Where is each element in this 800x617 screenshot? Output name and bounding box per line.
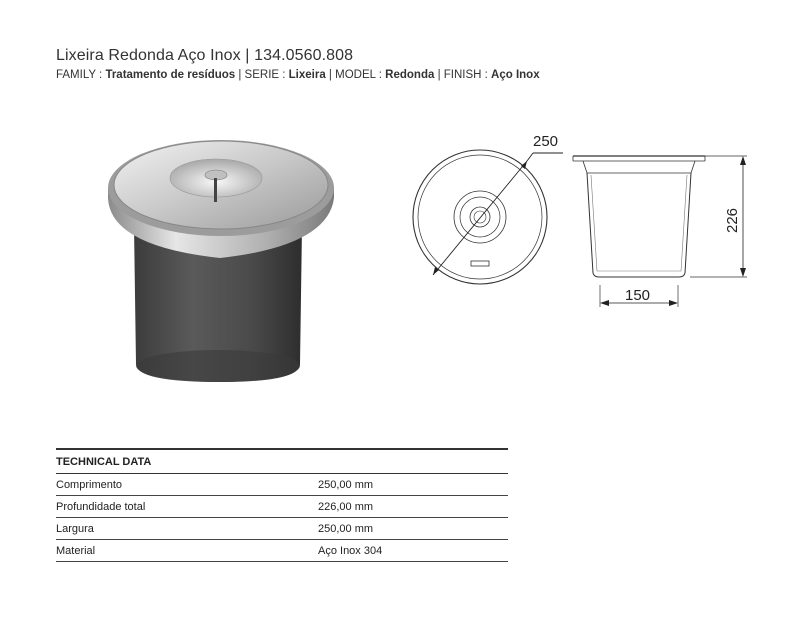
- row-value: Aço Inox 304: [318, 544, 383, 557]
- row-key: Comprimento: [56, 478, 123, 491]
- height-dimension: 226: [724, 207, 741, 233]
- side-view-drawing: [565, 145, 790, 310]
- family-value: Tratamento de resíduos: [105, 69, 236, 81]
- product-image: [100, 128, 345, 390]
- row-key: Largura: [56, 522, 94, 535]
- table-row: [56, 540, 508, 562]
- model-value: Redonda: [385, 69, 435, 81]
- logo-mark: [471, 261, 489, 266]
- table-row: [56, 496, 508, 518]
- finish-value: Aço Inox: [491, 69, 540, 81]
- model-label: | MODEL :: [325, 69, 386, 81]
- product-meta: [56, 69, 540, 81]
- row-value: 250,00 mm: [318, 522, 374, 535]
- serie-label: | SERIE :: [235, 69, 289, 81]
- width-dimension: 150: [625, 287, 651, 304]
- diameter-dimension: 250: [533, 133, 559, 150]
- product-title: Lixeira Redonda Aço Inox | 134.0560.808: [56, 47, 354, 64]
- row-value: 250,00 mm: [318, 478, 374, 491]
- table-row: [56, 518, 508, 540]
- row-key: Profundidade total: [56, 500, 146, 513]
- row-key: Material: [56, 544, 96, 557]
- bucket-bottom: [136, 350, 300, 382]
- family-label: FAMILY :: [56, 69, 106, 81]
- serie-value: Lixeira: [288, 69, 326, 81]
- row-value: 226,00 mm: [318, 500, 374, 513]
- technical-data-heading: TECHNICAL DATA: [56, 448, 508, 474]
- technical-data-table: [56, 448, 508, 562]
- table-row: [56, 474, 508, 496]
- finish-label: | FINISH :: [434, 69, 492, 81]
- top-view-drawing: [405, 125, 565, 295]
